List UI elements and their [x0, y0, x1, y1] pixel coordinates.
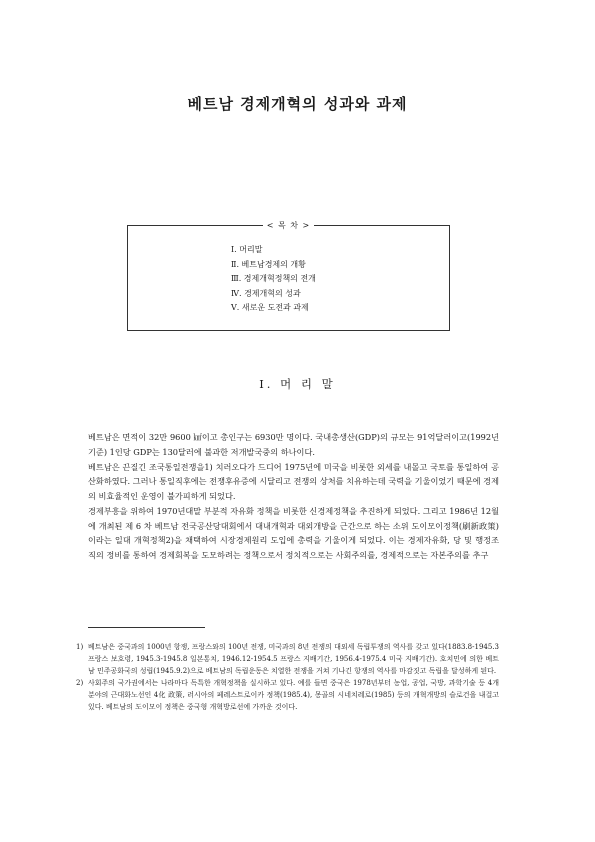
toc-item: Ⅰ. 머리말: [231, 245, 263, 254]
document-title: 베트남 경제개혁의 성과와 과제: [187, 95, 408, 113]
toc-item: Ⅱ. 베트남경제의 개황: [231, 259, 306, 269]
footnote-divider: [88, 627, 205, 628]
toc-list: [231, 243, 316, 316]
table-of-contents: [127, 221, 450, 331]
paragraph: 경제부흥을 위하여 1970년대말 부분적 자유화 정책을 비롯한 신경제정책을 추진하게 되었다. 그리고 1986년 12월에 개최된 제 6 차 베트남 전국공산당대회에서 대내개혁과 대외개방을 근간으로 하는 소위 도이모이정책(刷新政策)이라는 일대 개혁정책2)을 채택하여 시장경제원리 도입에 총력을 기울이게 되었다. 이는 경제자유화, 당 및 행정조직의 정비를 통하여 경제회복을 도모하려는 정책으로서 정치적으로는 사회주의를, 경제적으로는 자본주의를 추구: [88, 505, 499, 560]
footnote-text: 베트남은 중국과의 1000년 항쟁, 프랑스와의 100년 전쟁, 미국과의 8년 전쟁의 대외세 독립투쟁의 역사를 갖고 있다(1883.8-1945.3 프랑스 보호령, 1945.3-1945.8 일본통치, 1946.12-1954.5 프랑스 지배기간, 1956.4-1975.4 미국 지배기간). 호치민에 의한 베트남 민주공화국의 성립(1945.9.2)으로 베트남의 독립운동은 치열한 전쟁을 거쳐 기나긴 항쟁의 역사를 마감짓고 독립을 달성하게 된다.: [88, 643, 499, 675]
footnote-number: 1): [76, 643, 84, 651]
paragraph: 베트남은 끈질긴 조국통일전쟁을1) 치러오다가 드디어 1975년에 미국을 비롯한 외세를 내몰고 국토를 통일하여 공산화하였다. 그러나 통일직후에는 전쟁후유증에 시달리고 전쟁의 상처를 치유하는데 국력을 기울이었기 때문에 경제의 비효율적인 운영이 불가피하게 되었다.: [88, 461, 499, 501]
footnote-number: 2): [76, 679, 84, 687]
toc-item: Ⅲ. 경제개혁정책의 전개: [231, 274, 316, 284]
footnotes: [76, 641, 499, 713]
footnote: [76, 641, 499, 677]
paragraph: 베트남은 면적이 32만 9600 ㎢이고 총인구는 6930만 명이다. 국내총생산(GDP)의 규모는 91억달러이고(1992년기준) 1인당 GDP는 130달러에 불과한 저개발국중의 하나이다.: [88, 432, 499, 457]
footnote: [76, 677, 499, 713]
footnote-text: 사회주의 국가권에서는 나라마다 독특한 개혁정책을 실시하고 있다. 예를 들면 중국은 1978년부터 농업, 공업, 국방, 과학기술 등 4개 분야의 근대화노선인 4化 政策, 러시아의 페레스트로이카 정책(1985.4), 몽골의 시네치레로(1985) 등의 개혁개방의 슬로건을 내걸고 있다. 베트남의 도이모이 정책은 중국형 개혁방로선에 가까운 것이다.: [88, 679, 499, 711]
toc-heading: < 목 차 >: [128, 220, 449, 231]
toc-item: Ⅴ. 새로운 도전과 과제: [231, 303, 309, 313]
body-text: [88, 430, 499, 563]
toc-item: Ⅳ. 경제개혁의 성과: [231, 288, 301, 298]
section-heading: Ⅰ. 머 리 말: [259, 377, 336, 391]
